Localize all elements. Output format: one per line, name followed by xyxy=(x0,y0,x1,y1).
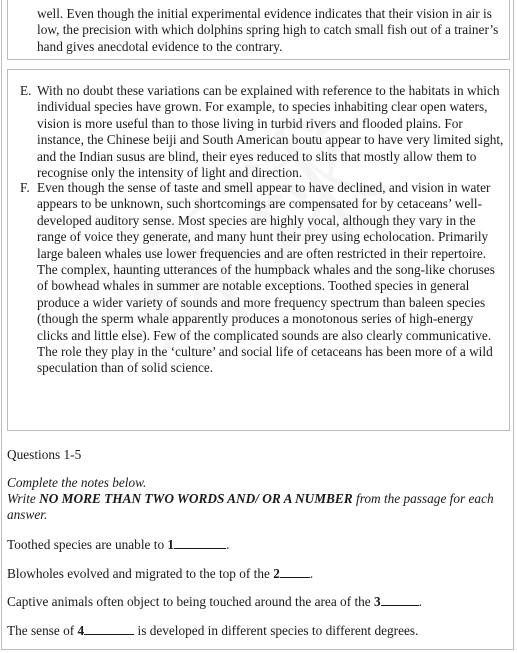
instruction-word-limit xyxy=(7,491,512,523)
question-1 xyxy=(7,537,512,553)
question-4 xyxy=(7,623,512,639)
answer-blank[interactable] xyxy=(84,623,134,635)
question-end: . xyxy=(226,537,230,552)
question-number: 2 xyxy=(273,566,280,581)
question-2 xyxy=(7,566,512,582)
answer-blank[interactable] xyxy=(280,566,310,578)
question-number: 1 xyxy=(167,537,175,552)
question-text: Blowholes evolved and migrated to the top of the xyxy=(7,566,274,581)
questions-heading: Questions 1-5 xyxy=(7,447,82,462)
instruction-write: Write xyxy=(7,491,40,506)
question-text: Toothed species are unable to xyxy=(7,537,168,552)
question-3 xyxy=(7,594,512,610)
paragraph-e-text: With no doubt these variations can be explained with reference to the habitats in which individual species have grown. For example, to species inhabiting clear open waters, vision is more useful than to those living in turbid rivers and flooded plains. For instance, the Chinese beiji and South American boutu appear to have very limited sight, and the Indian susus are blind, their eyes reduced to slits that mostly allow them to recognise only the intensity of light and direction. xyxy=(37,83,504,181)
paragraph-f-label: F. xyxy=(20,180,30,195)
question-end: . xyxy=(309,566,314,581)
instruction-rest: from the passage for each answer. xyxy=(7,491,494,522)
question-number: 3 xyxy=(374,594,381,609)
paragraph-f-text: Even though the sense of taste and smell appear to have declined, and vision in water appears to be unknown, such shortcomings are compensated for by cetaceans’ well-developed auditory sense. Most species are highly vocal, although they vary in the range of voice they generate, and many hunt their prey using echolocation. Primarily large baleen whales use lower frequencies and are often restricted in their repertoire. The complex, haunting utterances of the humpback whales and the song-like choruses of bowhead whales in summer are notable exceptions. Toothed species in general produce a wider variety of sounds and more frequency spectrum than baleen species (though the sperm whale apparently produces a monotonous series of high-energy clicks and little else). Few of the complicated sounds are also clearly communicative. The role they play in the ‘culture’ and social life of cetaceans has been more of a wild speculation than of solid science. xyxy=(37,180,495,376)
answer-blank[interactable] xyxy=(174,537,226,549)
question-text: The sense of xyxy=(7,623,78,638)
question-number: 4 xyxy=(77,623,85,638)
paragraph-e-label: E. xyxy=(20,83,32,98)
instruction-line: Complete the notes below. xyxy=(7,475,147,490)
question-end: . xyxy=(418,594,422,609)
question-text: Captive animals often object to being touched around the area of the xyxy=(7,594,375,609)
answer-blank[interactable] xyxy=(381,594,419,606)
question-end: is developed in different species to different degrees. xyxy=(134,623,419,638)
passage-intro-text: well. Even though the initial experimental evidence indicates that their vision in air is low, the precision with which dolphins spring high to catch small fish out of a trainer’s hand gives anecdotal evidence to the contrary. xyxy=(37,6,499,54)
instruction-bold: NO MORE THAN TWO WORDS AND/ OR A NUMBER xyxy=(39,491,353,506)
